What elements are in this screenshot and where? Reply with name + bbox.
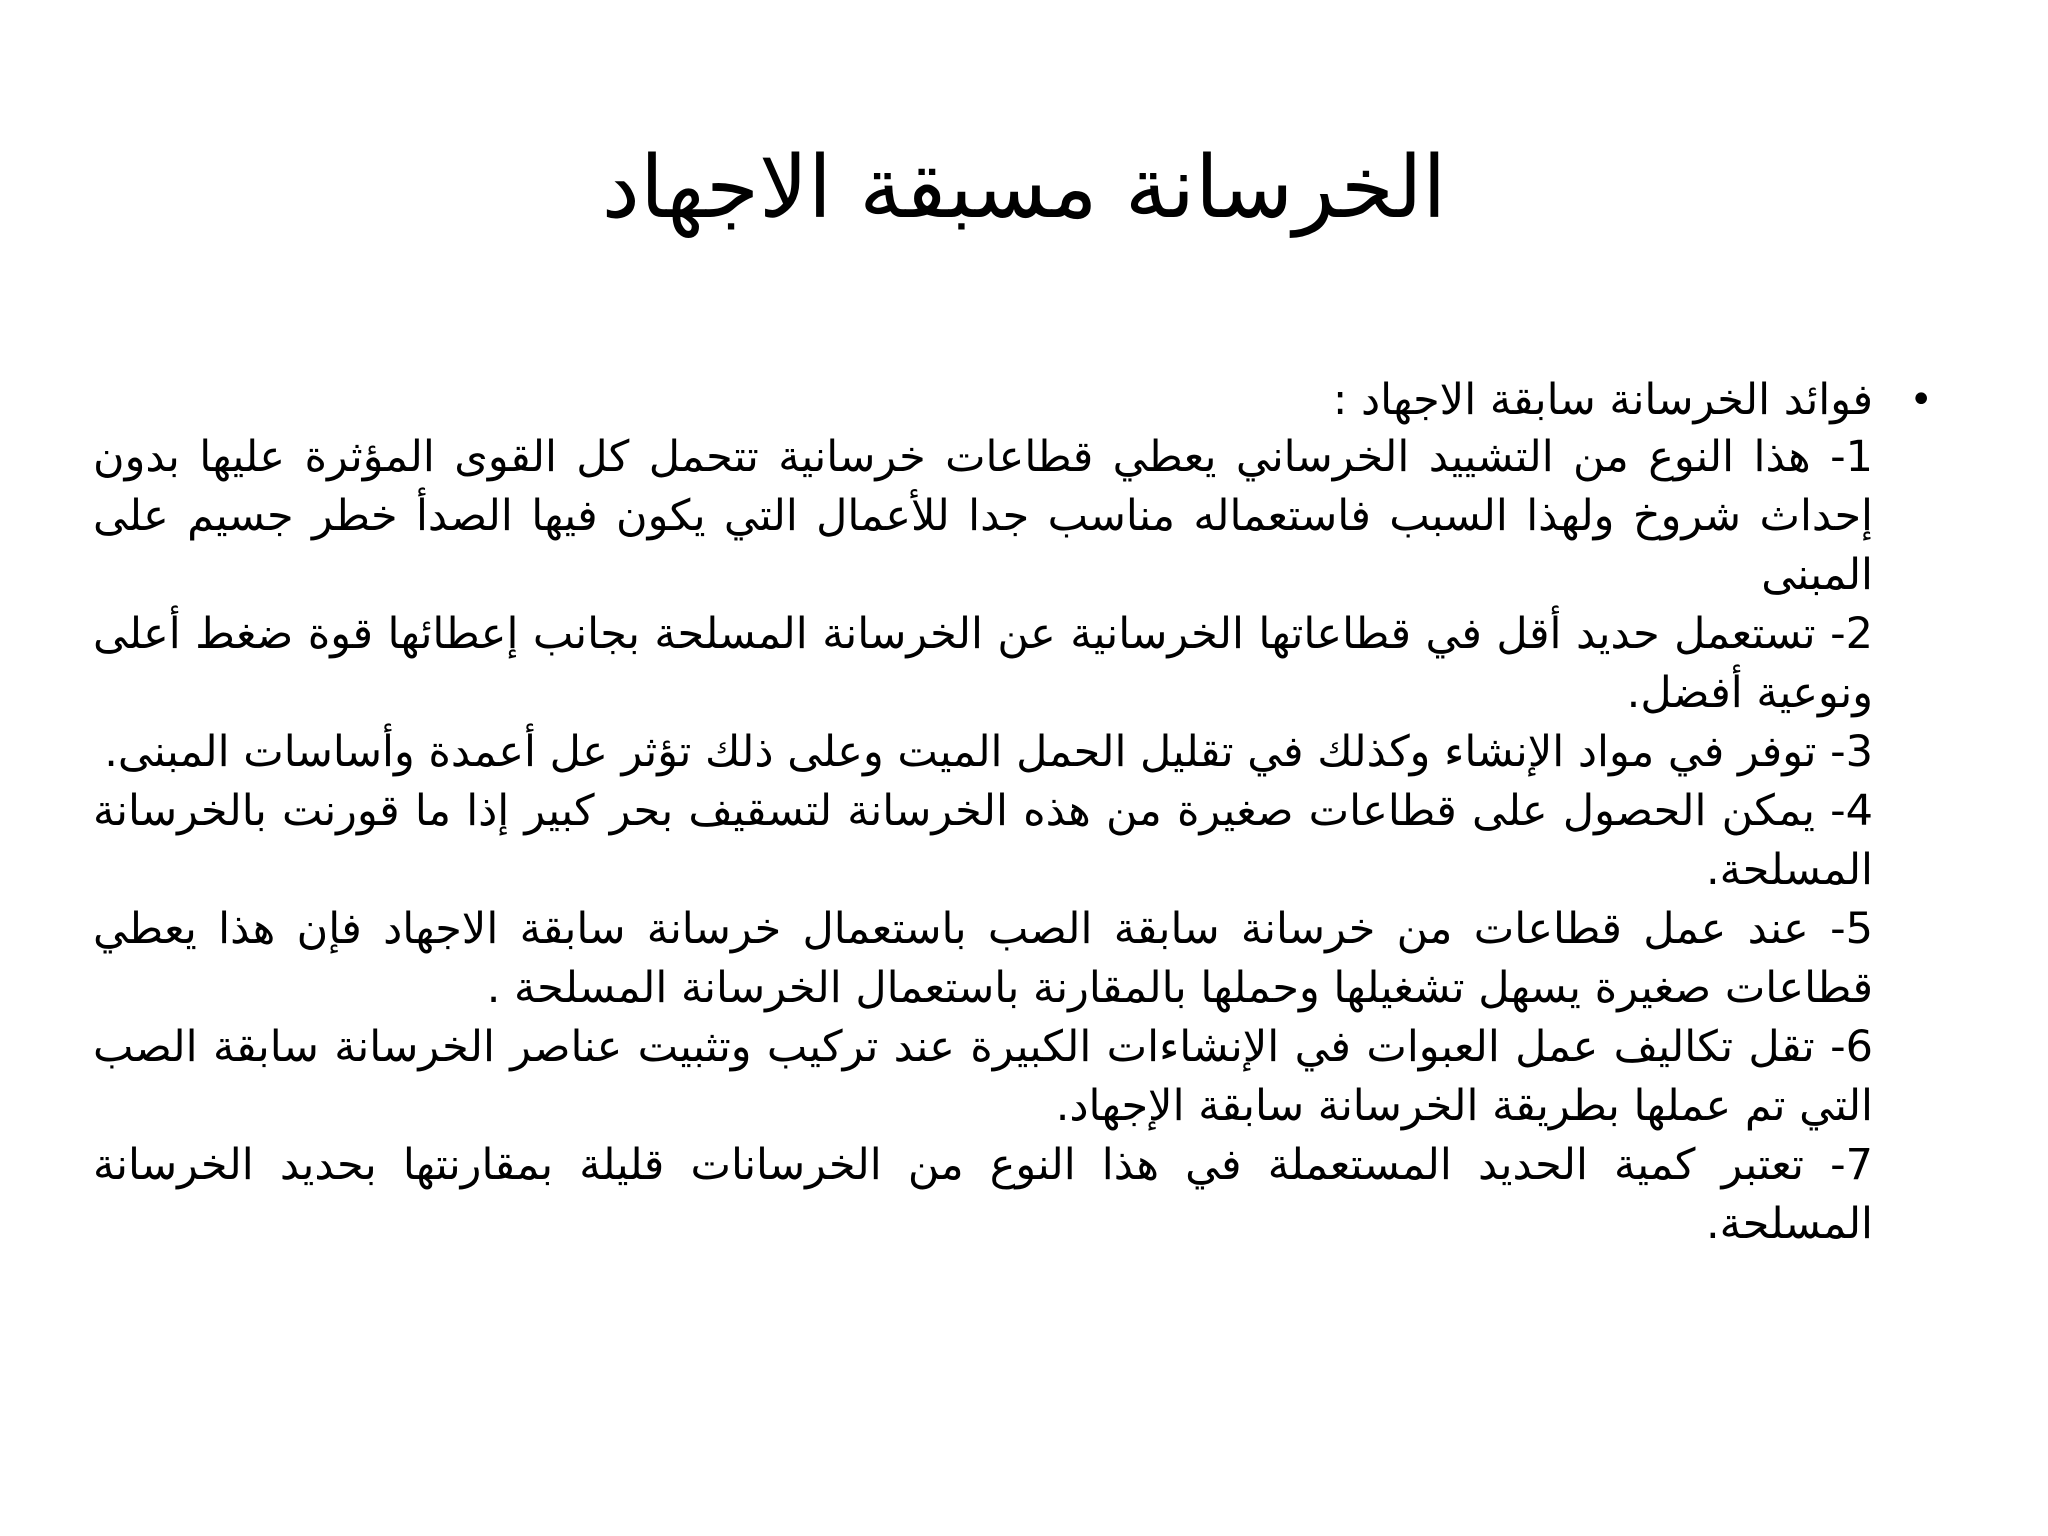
slide-title: الخرسانة مسبقة الاجهاد	[601, 138, 1447, 238]
benefit-item-3	[93, 723, 1873, 782]
benefit-item-7	[93, 1136, 1873, 1254]
benefit-number: 7-	[1830, 1140, 1873, 1190]
benefit-item-6	[93, 1018, 1873, 1136]
benefit-number: 6-	[1830, 1022, 1873, 1072]
bullet-icon: •	[1909, 377, 1933, 423]
benefit-number: 4-	[1830, 786, 1874, 836]
benefit-text: يمكن الحصول على قطاعات صغيرة من هذه الخرسانة لتسقيف بحر كبير إذا ما قورنت بالخرسانة المسلحة.	[93, 786, 1873, 895]
benefit-number: 3-	[1830, 727, 1873, 777]
benefit-text: توفر في مواد الإنشاء وكذلك في تقليل الحمل الميت وعلى ذلك تؤثر عل أعمدة وأساسات المبنى.	[104, 727, 1817, 777]
benefit-number: 2-	[1830, 609, 1874, 659]
benefit-text: هذا النوع من التشييد الخرساني يعطي قطاعات خرسانية تتحمل كل القوى المؤثرة عليها بدون إحداث شروخ ولهذا السبب فاستعماله مناسب جدا للأعمال التي يكون فيها الصدأ خطر جسيم على المبنى	[93, 432, 1873, 600]
benefit-number: 1-	[1830, 432, 1873, 482]
benefit-text: تعتبر كمية الحديد المستعملة في هذا النوع من الخرسانات قليلة بمقارنتها بحديد الخرسانة المسلحة.	[93, 1140, 1873, 1249]
benefit-item-1	[93, 428, 1873, 605]
benefit-item-4	[93, 782, 1873, 900]
benefit-item-5	[93, 900, 1873, 1018]
benefit-text: تستعمل حديد أقل في قطاعاتها الخرسانية عن الخرسانة المسلحة بجانب إعطائها قوة ضغط أعلى ونوعية أفضل.	[93, 609, 1873, 718]
slide-content	[93, 372, 1933, 1254]
benefit-item-2	[93, 605, 1873, 723]
benefit-text: تقل تكاليف عمل العبوات في الإنشاءات الكبيرة عند تركيب وتثبيت عناصر الخرسانة سابقة الصب التي تم عملها بطريقة الخرسانة سابقة الإجهاد.	[93, 1022, 1873, 1131]
benefit-text: عند عمل قطاعات من خرسانة سابقة الصب باستعمال خرسانة سابقة الاجهاد فإن هذا يعطي قطاعات صغيرة يسهل تشغيلها وحملها بالمقارنة باستعمال الخرسانة المسلحة .	[93, 904, 1873, 1013]
benefits-heading: فوائد الخرسانة سابقة الاجهاد :	[1332, 375, 1873, 425]
benefit-number: 5-	[1830, 904, 1873, 954]
